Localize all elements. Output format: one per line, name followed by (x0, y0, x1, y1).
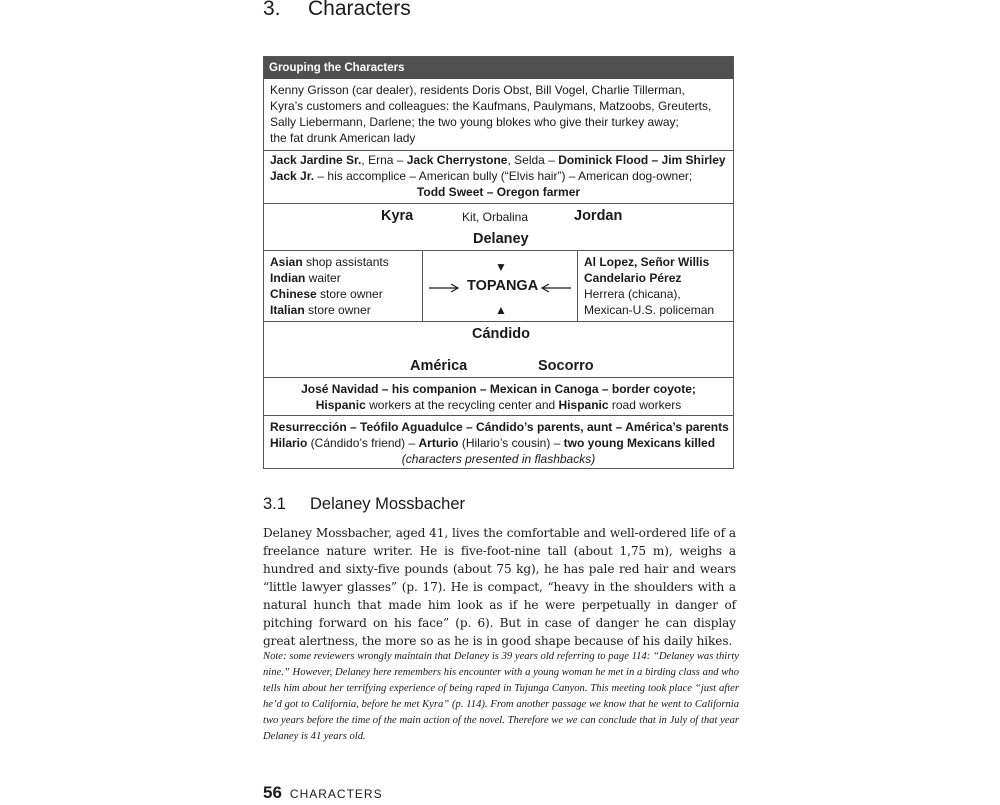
divider (264, 150, 733, 151)
divider (264, 250, 733, 251)
divider (264, 321, 733, 322)
subsection-number: 3.1 (263, 495, 286, 513)
chart-header: Grouping the Characters (264, 57, 733, 79)
name-jordan: Jordan (574, 208, 623, 224)
name-jack-cherrystone: Jack Cherrystone (406, 153, 508, 167)
text: store owner (316, 287, 383, 301)
left-group-line (270, 254, 389, 270)
block2-line-3: Todd Sweet – Oregon farmer (416, 185, 581, 199)
name-jim-shirley: Jim Shirley (661, 153, 726, 167)
bold-term: Chinese (270, 287, 317, 301)
text: , Erna – (361, 153, 407, 167)
bold-term: Asian (270, 255, 303, 269)
block6-line-3: (characters presented in flashbacks) (401, 452, 596, 466)
page-footer (263, 782, 383, 805)
divider (264, 377, 733, 378)
right-group-line: Candelario Pérez (584, 271, 682, 285)
name-delaney: Delaney (473, 231, 529, 247)
name-arturio: Arturio (418, 436, 459, 450)
section-title-text: Characters (308, 0, 411, 20)
right-arrow-icon (429, 282, 461, 294)
text: road workers (608, 398, 682, 412)
place-topanga: TOPANGA (467, 278, 539, 294)
left-group-line (270, 270, 341, 286)
name-kit-orbalina: Kit, Orbalina (462, 210, 529, 224)
text: (Hilario’s cousin) – (458, 436, 564, 450)
name-candido: Cándido (472, 326, 530, 342)
text: workers at the recycling center and (365, 398, 559, 412)
note-paragraph: Note: some reviewers wrongly maintain that Delaney is 39 years old referring to page 114: “Delaney was thirty nine.” However, Delaney here remembers his encounter with a young woman he met in a birding class and who tells him about her terrifying experience of being raped in Tujunga Canyon. This meeting took place “just after he’d got to California, before he met Kyra” (p. 114). From another passage we know that he went to California two years before the time of the main action of the novel. Therefore we we can conclude that in July of that year Delaney is 41 years old. (263, 651, 739, 742)
block5-line-1: José Navidad – his companion – Mexican in Canoga – border coyote; (301, 382, 696, 396)
name-jack-jardine-sr: Jack Jardine Sr. (270, 153, 362, 167)
left-group-line (270, 286, 383, 302)
text: shop assistants (302, 255, 389, 269)
bold-term: two young Mexicans killed (563, 436, 716, 450)
name-socorro: Socorro (538, 358, 594, 374)
running-head: CHARACTERS (289, 787, 383, 801)
right-group-line: Al Lopez, Señor Willis (584, 255, 710, 269)
left-arrow-icon (540, 282, 572, 294)
dash: – (648, 153, 662, 167)
subsection-title-text: Delaney Mossbacher (310, 495, 465, 513)
text: (Cándido’s friend) – (307, 436, 419, 450)
character-grouping-chart (263, 56, 734, 469)
section-number: 3. (263, 0, 281, 20)
text: , Selda – (507, 153, 559, 167)
name-america: América (410, 358, 468, 374)
divider (422, 250, 423, 321)
divider (264, 203, 733, 204)
up-arrow-icon: ▲ (495, 303, 507, 317)
text: waiter (305, 271, 341, 285)
down-arrow-icon: ▼ (495, 260, 507, 274)
name-hilario: Hilario (270, 436, 308, 450)
right-group-line: Herrera (chicana), (584, 287, 681, 301)
divider (577, 250, 578, 321)
block1-line: Kenny Grisson (car dealer), residents Doris Obst, Bill Vogel, Charlie Tillerman, (270, 83, 685, 97)
block1-line: the fat drunk American lady (270, 131, 416, 145)
block5-line-2 (264, 397, 733, 413)
block6-line-2 (270, 435, 715, 451)
bold-term: Indian (270, 271, 306, 285)
right-group-line: Mexican-U.S. policeman (584, 303, 715, 317)
bold-term: Hispanic (315, 398, 366, 412)
divider (264, 415, 733, 416)
block1-line: Sally Liebermann, Darlene; the two young blokes who give their turkey away; (270, 115, 679, 129)
subsection-title (263, 493, 465, 515)
page-number: 56 (263, 783, 282, 802)
bold-term: Hispanic (558, 398, 609, 412)
block6-line-1: Resurrección – Teófilo Aguadulce – Cándido’s parents, aunt – América’s parents (270, 420, 729, 434)
left-group-line (270, 302, 371, 318)
name-dominick-flood: Dominick Flood (558, 153, 649, 167)
block2-line-1 (270, 152, 726, 168)
name-kyra: Kyra (381, 208, 414, 224)
block2-line-2 (270, 168, 692, 184)
text: store owner (304, 303, 371, 317)
section-title (263, 0, 411, 24)
text: – his accomplice – American bully (“Elvis hair”) – American dog-owner; (314, 169, 693, 183)
body-paragraph: Delaney Mossbacher, aged 41, lives the comfortable and well-ordered life of a freelance nature writer. He is five-foot-nine tall (about 1,75 m), weighs a hundred and sixty-five pounds (about 75 kg), he has pale red hair and wears “little lawyer glasses” (p. 17). He is compact, “heavy in the shoulders with a natural hunch that made him look as if he were perpetually in danger of pitching forward on his face” (p. 6). But in case of danger he can display great alertness, the more so as he is in good shape because of his daily hikes. (263, 526, 736, 648)
bold-term: Italian (270, 303, 305, 317)
block1-line: Kyra’s customers and colleagues: the Kaufmans, Paulymans, Matzoobs, Greuterts, (270, 99, 712, 113)
name-jack-jr: Jack Jr. (270, 169, 315, 183)
